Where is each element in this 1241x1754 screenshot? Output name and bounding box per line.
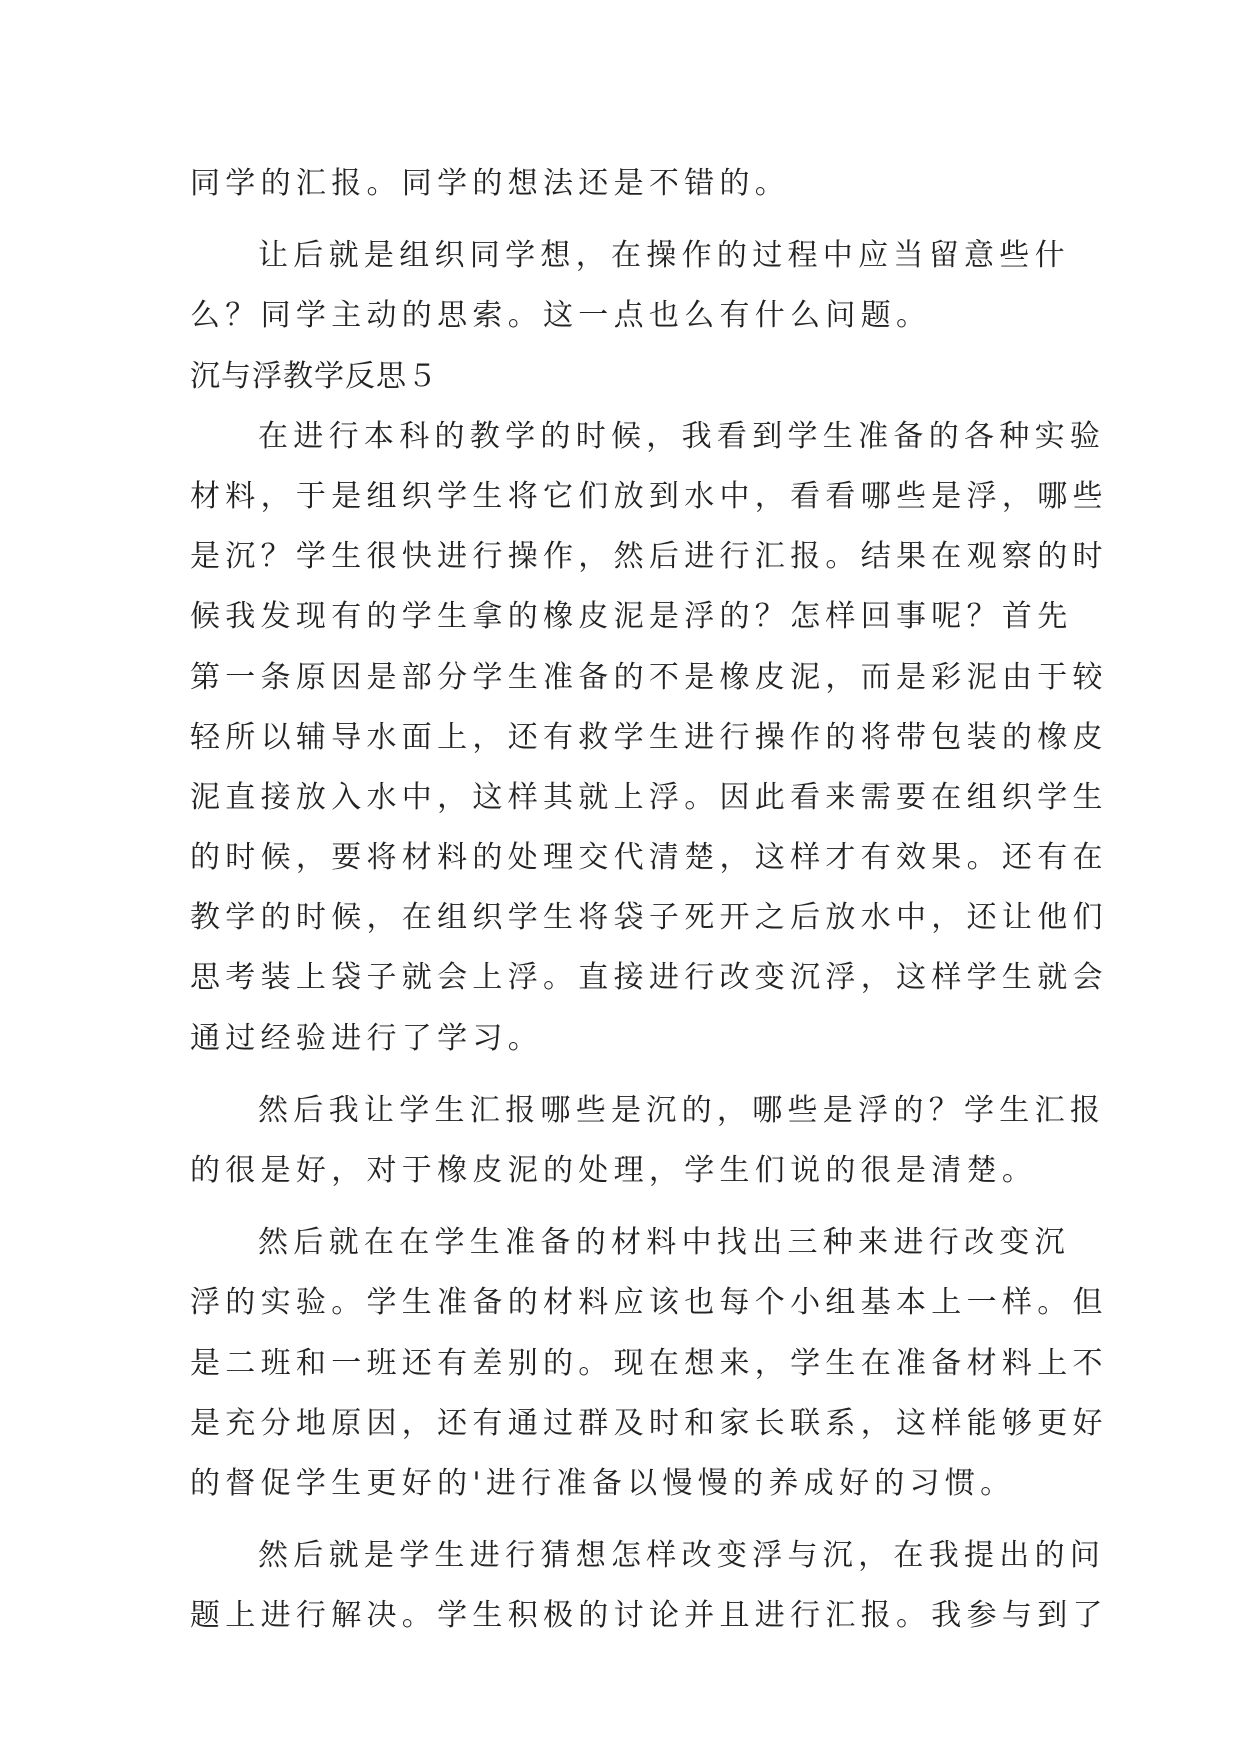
paragraph-line: 材料，于是组织学生将它们放到水中，看看哪些是浮，哪些 bbox=[190, 478, 1108, 514]
paragraph-line: 是沉？学生很快进行操作，然后进行汇报。结果在观察的时 bbox=[190, 539, 1108, 575]
paragraph-line: 在进行本科的教学的时候，我看到学生准备的各种实验 bbox=[258, 418, 1106, 454]
paragraph-line: 教学的时候，在组织学生将袋子死开之后放水中，还让他们 bbox=[190, 900, 1108, 936]
paragraph-line: 泥直接放入水中，这样其就上浮。因此看来需要在组织学生 bbox=[190, 779, 1108, 815]
paragraph-line: 候我发现有的学生拿的橡皮泥是浮的？怎样回事呢？首先 bbox=[190, 599, 1073, 635]
paragraph-line: 轻所以辅导水面上，还有救学生进行操作的将带包装的橡皮 bbox=[190, 719, 1108, 755]
paragraph-line: 让后就是组织同学想，在操作的过程中应当留意些什 bbox=[258, 238, 1070, 274]
paragraph-line: 第一条原因是部分学生准备的不是橡皮泥，而是彩泥由于较 bbox=[190, 659, 1108, 695]
paragraph-line: 的很是好，对于橡皮泥的处理，学生们说的很是清楚。 bbox=[190, 1153, 1038, 1188]
paragraph-line: 的时候，要将材料的处理交代清楚，这样才有效果。还有在 bbox=[190, 840, 1108, 876]
paragraph-line: 同学的汇报。同学的想法还是不错的。 bbox=[190, 166, 791, 201]
paragraph-line: 然后就是学生进行猜想怎样改变浮与沉，在我提出的问 bbox=[258, 1538, 1106, 1574]
paragraph-line: 通过经验进行了学习。 bbox=[190, 1020, 543, 1056]
paragraph-line: 是二班和一班还有差别的。现在想来，学生在准备材料上不 bbox=[190, 1345, 1108, 1381]
section-heading: 沉与浮教学反思５ bbox=[190, 358, 438, 394]
paragraph-line: 的督促学生更好的'进行准备以慢慢的养成好的习惯。 bbox=[190, 1465, 1016, 1501]
document-body bbox=[190, 154, 1108, 1647]
paragraph-line: 题上进行解决。学生积极的讨论并且进行汇报。我参与到了 bbox=[190, 1598, 1108, 1634]
paragraph-line: 是充分地原因，还有通过群及时和家长联系，这样能够更好 bbox=[190, 1405, 1108, 1441]
paragraph-line: 思考装上袋子就会上浮。直接进行改变沉浮，这样学生就会 bbox=[190, 960, 1108, 996]
paragraph-line: 然后我让学生汇报哪些是沉的，哪些是浮的？学生汇报 bbox=[258, 1092, 1106, 1128]
paragraph-line: 浮的实验。学生准备的材料应该也每个小组基本上一样。但 bbox=[190, 1285, 1108, 1321]
paragraph-line: 然后就在在学生准备的材料中找出三种来进行改变沉 bbox=[258, 1225, 1070, 1261]
paragraph-line: 么？同学主动的思索。这一点也么有什么问题。 bbox=[190, 298, 932, 334]
